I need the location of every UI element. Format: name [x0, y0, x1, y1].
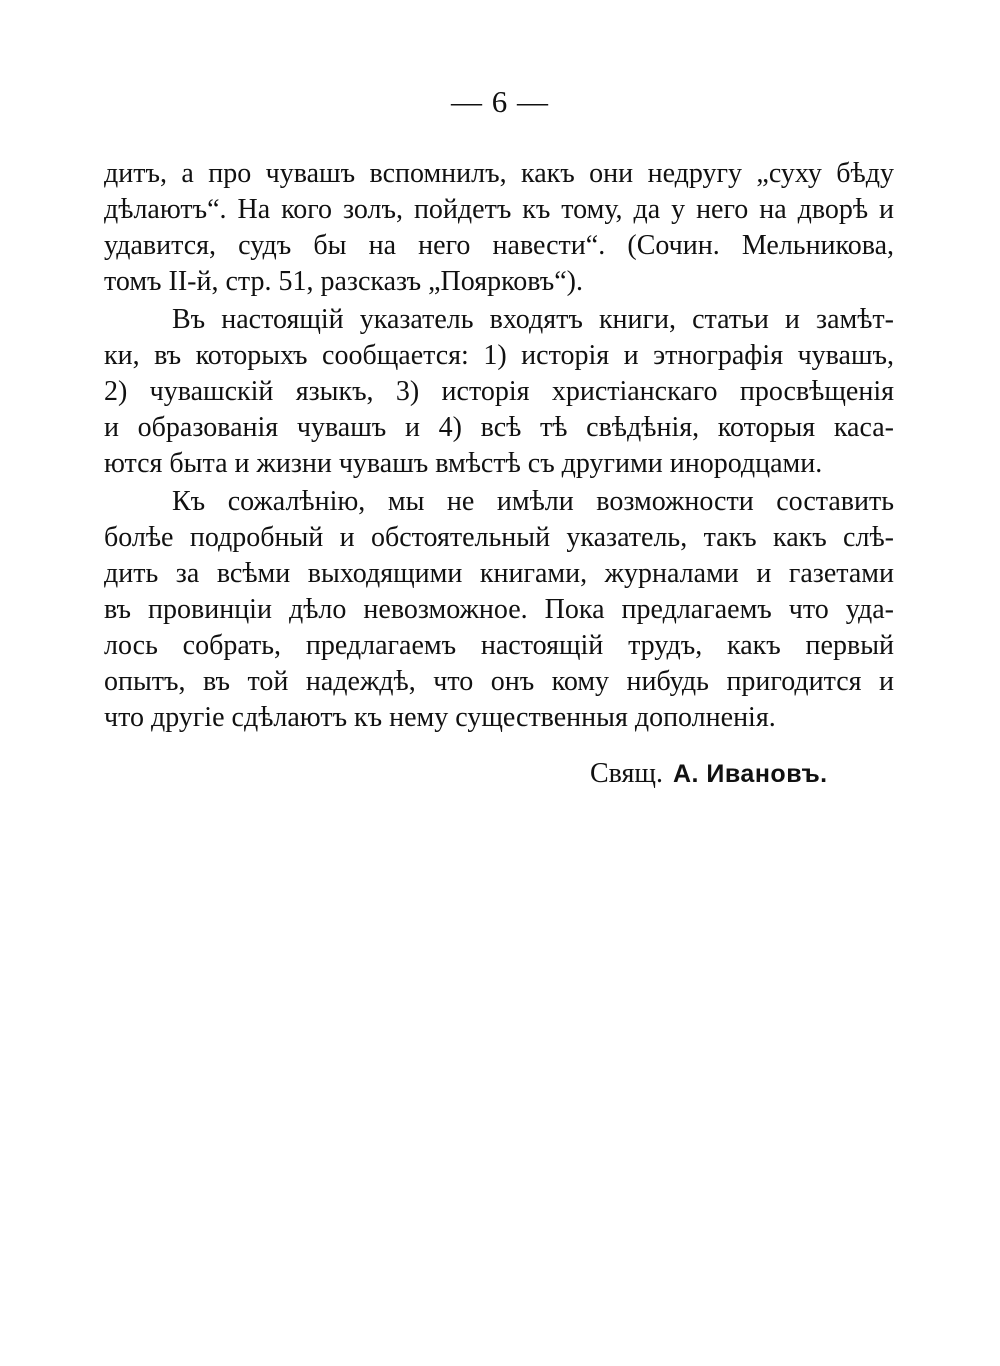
text-line: дѣлаютъ“. На кого золъ, пойдетъ къ тому, да у него на дворѣ и — [104, 194, 894, 225]
text-line: что другіе сдѣлаютъ къ нему существенныя дополненія. — [104, 702, 776, 733]
paragraph-2 — [104, 302, 894, 482]
text-line: болѣе подробный и обстоятельный указатель, такъ какъ слѣ- — [104, 522, 894, 553]
paragraph-1 — [104, 156, 894, 300]
text-line: Въ настоящій указатель входятъ книги, статьи и замѣт- — [172, 304, 894, 335]
text-line: дить за всѣми выходящими книгами, журналами и газетами — [104, 558, 894, 589]
page-number: — 6 — — [451, 84, 549, 119]
text-line: ются быта и жизни чувашъ вмѣстѣ съ другими инородцами. — [104, 448, 823, 479]
text-line: томъ II-й, стр. 51, разсказъ „Поярковъ“). — [104, 266, 584, 297]
text-line: удавится, судъ бы на него навести“. (Сочин. Мельникова, — [104, 230, 894, 261]
text-line: въ провинціи дѣло невозможное. Пока предлагаемъ что уда- — [104, 594, 894, 625]
text-line: ки, въ которыхъ сообщается: 1) исторія и этнографія чувашъ, — [104, 340, 894, 371]
paragraph-3 — [104, 484, 894, 736]
text-line: 2) чувашскій языкъ, 3) исторія христіанскаго просвѣщенія — [104, 376, 894, 407]
signature-name: А. Ивановъ. — [672, 760, 828, 788]
text-line: Къ сожалѣнію, мы не имѣли возможности составить — [172, 486, 894, 517]
signature — [590, 758, 828, 790]
text-line: лось собрать, предлагаемъ настоящій трудъ, какъ первый — [104, 630, 894, 661]
text-line: дитъ, а про чувашъ вспомнилъ, какъ они недругу „суху бѣду — [104, 158, 894, 189]
text-line: и образованія чувашъ и 4) всѣ тѣ свѣдѣнія, которыя каса- — [104, 412, 894, 443]
signature-title: Свящ. — [590, 758, 663, 789]
text-line: опытъ, въ той надеждѣ, что онъ кому нибудь пригодится и — [104, 666, 894, 697]
body-text — [104, 156, 894, 736]
